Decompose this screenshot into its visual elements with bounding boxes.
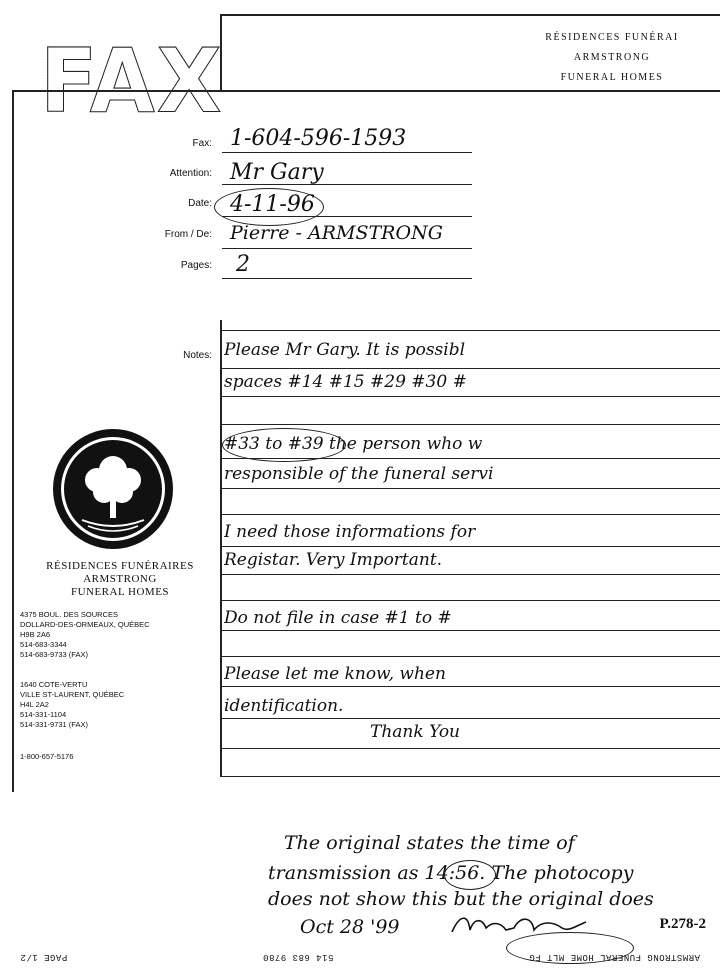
notes-label: Notes:: [183, 350, 212, 361]
note-line-1: Please Mr Gary. It is possibl: [224, 340, 466, 360]
fax-label: Fax:: [192, 138, 212, 149]
note-rule: [220, 514, 720, 515]
fax-underline: [222, 152, 472, 153]
attention-value: Mr Gary: [230, 160, 324, 185]
annotation-line-3: does not show this but the original does: [268, 888, 654, 910]
company-name: [20, 560, 220, 599]
letterhead-line-1: RÉSIDENCES FUNÉRAI: [545, 32, 679, 43]
from-value: Pierre - ARMSTRONG: [230, 222, 443, 244]
note-rule: [220, 718, 720, 719]
note-rule: [220, 330, 720, 331]
company-logo: [52, 428, 174, 550]
note-line-7: I need those informations for: [224, 522, 476, 542]
fax-value: 1-604-596-1593: [230, 126, 407, 151]
address-line: 1640 COTE-VERTU: [20, 680, 88, 689]
toll-free-number: 1-800-657-5176: [20, 752, 74, 761]
notes-left-border: [220, 320, 222, 776]
address-line: DOLLARD-DES-ORMEAUX, QUÉBEC: [20, 620, 150, 629]
footer-page: PAGE 1/2: [20, 952, 68, 962]
annotation-date: Oct 28 '99: [300, 916, 400, 938]
fax-stamp: FAX: [40, 29, 224, 133]
note-rule: [220, 656, 720, 657]
pages-value: 2: [236, 252, 250, 277]
from-underline: [222, 248, 472, 249]
tree-logo-icon: [52, 428, 174, 550]
address-line: VILLE ST-LAURENT, QUÉBEC: [20, 690, 125, 699]
address-line: 514-683-3344: [20, 640, 67, 649]
footer-number: 514 683 9780: [262, 952, 334, 962]
note-rule: [220, 546, 720, 547]
note-line-12: Please let me know, when: [224, 664, 446, 684]
letterhead-text: [522, 28, 702, 88]
note-rule: [220, 368, 720, 369]
address-line: 514-331-1104: [20, 710, 67, 719]
note-line-14: Thank You: [370, 722, 461, 742]
page-reference: P.278-2: [659, 916, 706, 932]
note-rule: [220, 396, 720, 397]
from-label: From / De:: [164, 229, 212, 240]
note-rule: [220, 748, 720, 749]
address-block-1: [20, 610, 150, 660]
company-name-line-1: RÉSIDENCES FUNÉRAIRES: [46, 560, 194, 572]
note-rule: [220, 686, 720, 687]
address-line: 514-331-9731 (FAX): [20, 720, 88, 729]
note-line-2: spaces #14 #15 #29 #30 #: [224, 372, 467, 392]
address-line: 514-683-9733 (FAX): [20, 650, 88, 659]
annotation-line-2: transmission as 14:56. The photocopy: [268, 862, 634, 884]
company-name-line-3: FUNERAL HOMES: [70, 586, 170, 598]
fax-transmission-footer: [0, 946, 720, 968]
note-rule: [220, 424, 720, 425]
address-block-2: [20, 680, 124, 730]
pages-underline: [222, 278, 472, 279]
pages-label: Pages:: [180, 260, 212, 271]
note-line-8: Registar. Very Important.: [224, 550, 443, 570]
note-line-10: Do not file in case #1 to #: [224, 608, 452, 628]
letterhead-line-3: FUNERAL HOMES: [560, 72, 664, 83]
time-circle: [444, 860, 496, 890]
note-rule: [220, 776, 720, 777]
note-rule: [220, 488, 720, 489]
letterhead-line-2: ARMSTRONG: [573, 52, 651, 63]
annotation-line-1: The original states the time of: [284, 832, 575, 854]
attention-underline: [222, 184, 472, 185]
date-underline: [222, 216, 472, 217]
address-line: H9B 2A6: [20, 630, 51, 639]
note-line-5: responsible of the funeral servi: [224, 464, 494, 484]
address-line: H4L 2A2: [20, 700, 49, 709]
note-rule: [220, 600, 720, 601]
company-name-line-2: ARMSTRONG: [83, 573, 157, 585]
note-rule: [220, 574, 720, 575]
note-line-13: identification.: [224, 696, 344, 716]
note-rule: [220, 630, 720, 631]
date-label: Date:: [188, 198, 212, 209]
date-value: 4-11-96: [230, 192, 315, 217]
letterhead-box: [220, 14, 720, 91]
note-line-4: #33 to #39 the person who w: [224, 434, 483, 454]
address-line: 4375 BOUL. DES SOURCES: [20, 610, 118, 619]
attention-label: Attention:: [169, 168, 212, 179]
footer-sender: ARMSTRONG FUNERAL HOME MLT FG: [528, 952, 700, 962]
